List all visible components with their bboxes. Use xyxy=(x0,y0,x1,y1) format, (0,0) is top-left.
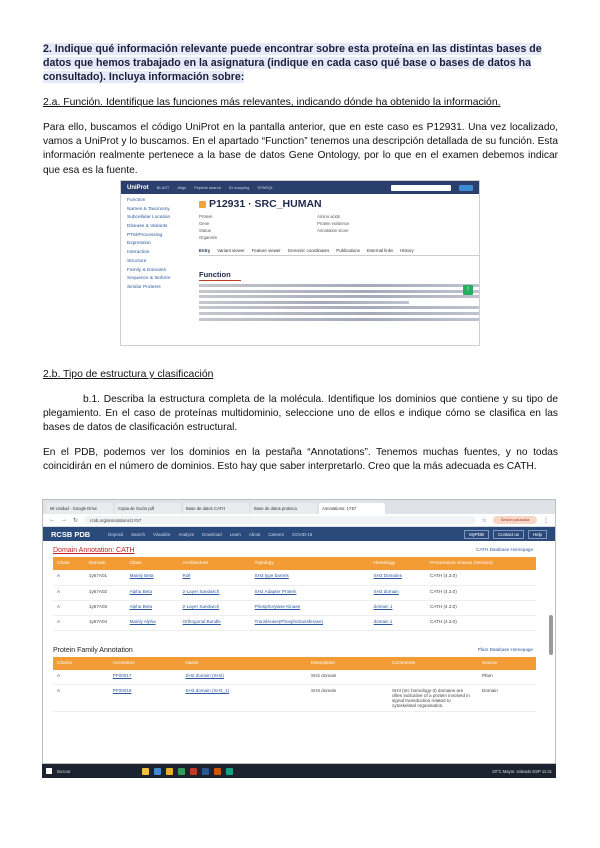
cell-topology[interactable]: SH3 type barrels xyxy=(251,570,370,585)
cell-chain[interactable]: A xyxy=(53,585,85,600)
session-pill[interactable]: Sesión pausada xyxy=(493,516,537,524)
windows-start-icon[interactable] xyxy=(46,768,52,774)
cath-title: Domain Annotation: CATH xyxy=(53,547,135,554)
tab-history[interactable]: History xyxy=(400,248,414,253)
uniprot-entry-title xyxy=(199,198,479,210)
excel-icon[interactable] xyxy=(178,768,185,775)
cell-domain: 1y57A02 xyxy=(85,585,126,600)
column-header: Description xyxy=(307,657,388,670)
cell-chain[interactable]: A xyxy=(53,670,109,685)
meta-label: Annotation score xyxy=(317,228,349,233)
star-icon[interactable]: ☆ xyxy=(481,517,487,524)
cell-homology[interactable]: domain 1 xyxy=(370,615,427,630)
reload-icon[interactable]: ↻ xyxy=(73,517,79,524)
sidebar-item[interactable]: Expression xyxy=(127,241,151,247)
taskbar-search[interactable]: Buscar xyxy=(57,768,71,774)
table-row xyxy=(53,585,536,600)
cell-description: SH3 domain xyxy=(307,685,388,712)
cell-comments xyxy=(388,670,478,685)
question-title xyxy=(43,42,558,84)
reviewed-icon xyxy=(199,201,206,208)
help-button[interactable]: Help xyxy=(528,530,547,539)
cell-architecture[interactable]: Roll xyxy=(179,570,251,585)
tab-genomic-coordinates[interactable]: Genomic coordinates xyxy=(287,248,330,253)
folder-icon[interactable] xyxy=(142,768,149,775)
column-header: Domain xyxy=(85,557,126,570)
cell-provenance: CATH (4.3.0) xyxy=(426,585,536,600)
browser-tab[interactable]: Copia de Guión pdf xyxy=(115,503,181,514)
cell-comments: SH3 (src homology-3) domains are often indicative of a protein involved in signal transduction related to cytoskeletal organisation. xyxy=(388,685,478,712)
cell-architecture[interactable]: Orthogonal Bundle xyxy=(179,615,251,630)
sidebar-item[interactable]: Disease & Variants xyxy=(127,224,168,230)
sidebar-item[interactable]: Subcellular Location xyxy=(127,215,171,221)
cell-provenance: CATH (4.3.0) xyxy=(426,615,536,630)
meta-label: Organism xyxy=(199,235,218,240)
cell-class[interactable]: Alpha Beta xyxy=(126,600,179,615)
cell-architecture[interactable]: 2-Layer Sandwich xyxy=(179,600,251,615)
browser-tab[interactable]: Base de datos CATH xyxy=(183,503,249,514)
column-header: Chain xyxy=(53,557,85,570)
pfam-table xyxy=(53,657,536,713)
text-line xyxy=(199,306,479,309)
section-a-heading: 2.a. Función. Identifique las funciones más relevantes, indicando dónde ha obtenido la información. xyxy=(43,97,501,108)
meta-label: Protein existence xyxy=(317,221,350,226)
cath-table xyxy=(53,557,536,631)
cell-homology[interactable]: SH2 domain xyxy=(370,585,427,600)
cell-topology[interactable]: Phosphorylase Kinase xyxy=(251,600,370,615)
section-gap xyxy=(43,631,555,641)
text-line xyxy=(199,290,479,293)
table-row xyxy=(53,570,536,585)
uniprot-sidebar xyxy=(121,198,193,294)
browser-tabs xyxy=(43,500,555,514)
text-line xyxy=(199,318,479,321)
pdf-icon[interactable] xyxy=(190,768,197,775)
meta-right xyxy=(317,214,349,242)
browser-toolbar xyxy=(43,514,555,527)
uniprot-search-button[interactable] xyxy=(459,185,473,191)
cell-homology[interactable]: SH3 Domains xyxy=(370,570,427,585)
cell-description: SH2 domain xyxy=(307,670,388,685)
table-header-row xyxy=(53,657,536,670)
column-header: Homology xyxy=(370,557,427,570)
pdb-menu-item[interactable]: About xyxy=(248,531,261,537)
forward-icon[interactable]: → xyxy=(61,517,67,523)
table-row xyxy=(53,685,536,712)
toolbar-placeholder xyxy=(199,260,479,265)
meta-left xyxy=(199,214,217,242)
uniprot-nav-item[interactable]: SPARQL xyxy=(257,185,274,190)
cell-accession[interactable]: PF00018 xyxy=(109,685,182,712)
uniprot-nav-item[interactable]: BLAST xyxy=(156,185,170,190)
uniprot-nav-item[interactable]: Align xyxy=(177,185,187,190)
question-title-text: 2. Indique qué información relevante puede encontrar sobre esta proteína en las distintas bases de datos que hemos trabajado en la asignatura (indique en cada caso qué base o bases de datos ha consultado). Incluya información sobre: xyxy=(43,43,542,83)
section-a-paragraph: Para ello, buscamos el código UniProt en la pantalla anterior, que en este caso es P12931. Una vez localizado, vamos a UniProt y lo buscamos. En el apartado “Function” tenemos una descripción detallada de su función. Esta información realmente pertenece a la base de datos Gene Ontology, por lo que en el examen debemos indicar que esa es la fuente. xyxy=(43,122,558,176)
cell-source: Domain xyxy=(478,685,536,712)
uniprot-search-input[interactable] xyxy=(391,185,451,191)
pdb-menu-item[interactable]: Deposit xyxy=(108,531,124,537)
column-header: Name xyxy=(181,657,307,670)
cell-provenance: CATH (4.3.0) xyxy=(426,600,536,615)
address-bar[interactable]: rcsb.org/annotations/1Y57 xyxy=(84,516,476,524)
cell-chain[interactable]: A xyxy=(53,685,109,712)
cell-source: Pfam xyxy=(478,670,536,685)
column-header: Topology xyxy=(251,557,370,570)
column-header: Comments xyxy=(388,657,478,670)
meta-label: Gene xyxy=(199,221,210,226)
word-icon[interactable] xyxy=(202,768,209,775)
uniprot-screenshot xyxy=(120,180,480,346)
contact-button[interactable]: Contact us xyxy=(493,530,524,539)
tab-feature-viewer[interactable]: Feature viewer xyxy=(251,248,281,253)
back-icon[interactable]: ← xyxy=(49,517,55,523)
function-heading: Function xyxy=(199,270,241,281)
meta-label: Amino acids xyxy=(317,214,340,219)
cell-chain[interactable]: A xyxy=(53,615,85,630)
browser-tab[interactable]: Mi Unidad - Google Drive xyxy=(47,503,113,514)
cell-chain[interactable]: A xyxy=(53,600,85,615)
pdb-screenshot xyxy=(42,499,556,764)
uniprot-tabs xyxy=(199,248,479,256)
uniprot-main xyxy=(199,198,479,323)
column-header: Chains xyxy=(53,657,109,670)
cell-class[interactable]: Mainly Beta xyxy=(126,570,179,585)
function-text-lines xyxy=(199,284,479,321)
meta-label: Status xyxy=(199,228,211,233)
tab-publications[interactable]: Publications xyxy=(336,248,360,253)
pdb-logo[interactable]: RCSB PDB xyxy=(51,529,91,539)
pdb-menu-item[interactable]: COVID-19 xyxy=(291,531,313,537)
pdb-menu-item[interactable]: Visualize xyxy=(152,531,171,537)
mypdb-button[interactable]: MyPDB xyxy=(464,530,489,539)
pdb-header xyxy=(43,527,555,541)
text-line xyxy=(199,284,479,287)
chrome-icon[interactable] xyxy=(166,768,173,775)
cell-class[interactable]: Alpha Beta xyxy=(126,585,179,600)
cell-name[interactable]: SH2 domain (SH2) xyxy=(181,670,307,685)
meta-label: Protein xyxy=(199,214,213,219)
tab-external-links[interactable]: External links xyxy=(366,248,394,253)
sidebar-item[interactable]: Names & Taxonomy xyxy=(127,206,170,212)
text-line xyxy=(199,295,479,298)
text-line xyxy=(199,312,479,315)
cell-name[interactable]: SH3 domain (SH3_1) xyxy=(181,685,307,712)
pfam-title: Protein Family Annotation xyxy=(53,646,133,654)
entry-id: P12931 · SRC_HUMAN xyxy=(209,198,322,210)
table-row xyxy=(53,600,536,615)
column-header: Provenance Source (Version) xyxy=(426,557,536,570)
mail-icon[interactable] xyxy=(154,768,161,775)
system-tray[interactable]: 20°C Mayor. soleado ESP 11:41 xyxy=(492,768,552,774)
sidebar-item[interactable]: Sequence & Isoform xyxy=(127,276,171,282)
sidebar-item[interactable]: Similar Proteins xyxy=(127,284,161,290)
menu-icon[interactable]: ⋮ xyxy=(543,517,549,524)
table-row xyxy=(53,615,536,630)
cell-class[interactable]: Mainly Alpha xyxy=(126,615,179,630)
uniprot-header xyxy=(121,181,479,194)
column-header: Source xyxy=(478,657,536,670)
sidebar-item[interactable]: PTM/Processing xyxy=(127,232,163,238)
pdb-menu-item[interactable]: Careers xyxy=(268,531,284,537)
pdb-menu-item[interactable]: Download xyxy=(202,531,222,537)
feedback-icon[interactable]: ! xyxy=(463,285,473,295)
cell-topology[interactable]: SH2 Adapter Protein xyxy=(251,585,370,600)
cell-domain: 1y57A03 xyxy=(85,600,126,615)
sidebar-item[interactable]: Family & Domains xyxy=(127,267,166,273)
column-header: Class xyxy=(126,557,179,570)
cell-accession[interactable]: PF00017 xyxy=(109,670,182,685)
entry-meta xyxy=(199,214,479,242)
uniprot-nav-item[interactable]: ID mapping xyxy=(228,185,250,190)
scrollbar-thumb[interactable] xyxy=(549,615,553,655)
sidebar-item[interactable]: Interaction xyxy=(127,250,150,256)
cell-architecture[interactable]: 2-Layer Sandwich xyxy=(179,585,251,600)
cell-domain: 1y57A04 xyxy=(85,615,126,630)
pdb-menu-item[interactable]: Search xyxy=(131,531,145,537)
cell-chain[interactable]: A xyxy=(53,570,85,585)
powerpoint-icon[interactable] xyxy=(214,768,221,775)
pdb-right-buttons xyxy=(464,530,547,539)
sidebar-item[interactable]: Structure xyxy=(127,258,147,264)
column-header: Accession xyxy=(109,657,182,670)
pdb-menu-item[interactable]: Learn xyxy=(229,531,241,537)
browser-tab[interactable]: Base de datos proteica xyxy=(251,503,317,514)
sidebar-item[interactable]: Function xyxy=(127,198,146,203)
section-b-heading: 2.b. Tipo de estructura y clasificación xyxy=(43,369,214,380)
column-header: Architecture xyxy=(179,557,251,570)
tab-variant-viewer[interactable]: Variant viewer xyxy=(217,248,245,253)
cell-topology[interactable]: Transferase(Phosphotransferase) xyxy=(251,615,370,630)
section-b-paragraph-2: En el PDB, podemos ver los dominios en la pestaña “Annotations”. Tenemos muchas fuentes, y no todas coincidirán en el número de dominios. Esto hay que saber interpretarlo. Creo que la más adecuada es CATH. xyxy=(43,447,558,473)
uniprot-nav-item[interactable]: Peptide search xyxy=(194,185,221,190)
pfam-homepage-link[interactable]: Pfam Database Homepage xyxy=(477,646,533,652)
cath-homepage-link[interactable]: CATH Database Homepage xyxy=(476,547,533,552)
text-line xyxy=(199,301,409,304)
browser-tab-active[interactable]: Annotations: 1Y57 xyxy=(319,503,385,514)
table-row xyxy=(53,670,536,685)
cath-section-title xyxy=(53,547,533,554)
table-header-row xyxy=(53,557,536,570)
tab-entry[interactable]: Entry xyxy=(199,248,211,253)
cell-provenance: CATH (4.3.0) xyxy=(426,570,536,585)
app-icon[interactable] xyxy=(226,768,233,775)
section-b-paragraph-1: b.1. Describa la estructura completa de la molécula. Identifique los dominios que contiene y su tipo de plegamiento. En el caso de proteínas multidominio, seleccione uno de ellos e indique cómo se clasifica en las bases de datos de clasificación estructural. xyxy=(43,394,558,434)
pfam-section-title xyxy=(53,647,533,654)
cell-homology[interactable]: domain 1 xyxy=(370,600,427,615)
cell-domain: 1y57A01 xyxy=(85,570,126,585)
uniprot-logo: UniProt xyxy=(127,184,149,191)
pdb-menu-item[interactable]: Analyze xyxy=(178,531,195,537)
windows-taskbar xyxy=(42,764,556,778)
